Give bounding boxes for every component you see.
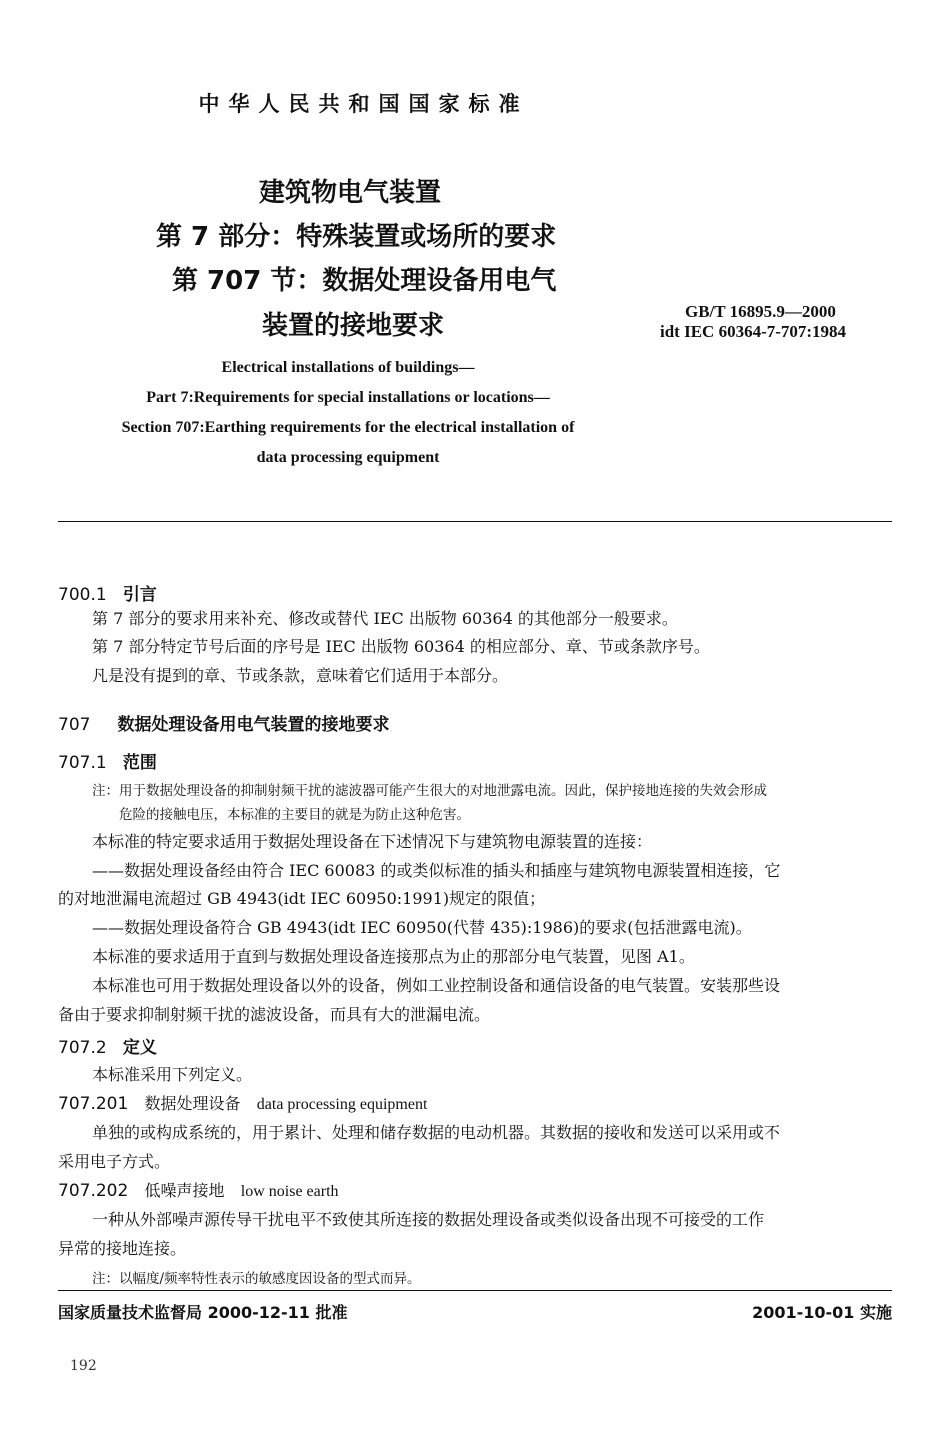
- section-number: 707: [58, 715, 91, 735]
- title-en-line4: data processing equipment: [256, 449, 440, 466]
- footer-divider: [58, 1290, 892, 1291]
- title-en-line3: Section 707:Earthing requirements for the electrical installation of: [121, 419, 575, 436]
- definition-number: 707.202: [58, 1181, 129, 1201]
- paragraph: 本标准的要求适用于直到与数据处理设备连接那点为止的那部分电气装置，见图 A1。: [92, 947, 695, 966]
- definition-number: 707.201: [58, 1094, 129, 1114]
- paragraph: 备由于要求抑制射频干扰的滤波设备，而具有大的泄漏电流。: [58, 1005, 491, 1024]
- title-en-line2: Part 7:Requirements for special installations or locations—: [146, 389, 550, 406]
- section-title: 范围: [122, 753, 157, 773]
- title-cn-line3: 第 707 节：数据处理设备用电气: [172, 266, 557, 296]
- implementation-date: 2001-10-01 实施: [752, 1303, 892, 1322]
- section-title: 引言: [122, 585, 157, 605]
- paragraph: 本标准也可用于数据处理设备以外的设备，例如工业控制设备和通信设备的电气装置。安装那些设: [92, 976, 781, 995]
- term-en: low noise earth: [240, 1183, 339, 1200]
- section-707-1-heading: [58, 748, 157, 773]
- section-title: 数据处理设备用电气装置的接地要求: [117, 715, 390, 735]
- list-item-line: ——数据处理设备经由符合 IEC 60083 的或类似标准的插头和插座与建筑物电源装置相连接，它: [92, 861, 781, 880]
- section-707-heading: [58, 710, 389, 735]
- list-item: ——数据处理设备符合 GB 4943(idt IEC 60950(代替 435):1986)的要求(包括泄露电流)。: [92, 918, 752, 937]
- title-cn-line4: 装置的接地要求: [262, 311, 445, 341]
- paragraph: 第 7 部分的要求用来补充、修改或替代 IEC 出版物 60364 的其他部分一般要求。: [92, 609, 678, 628]
- national-standard-heading: 中华人民共和国国家标准: [198, 92, 529, 116]
- term-cn: 数据处理设备: [144, 1094, 241, 1113]
- paragraph: 本标准采用下列定义。: [92, 1065, 253, 1084]
- definition-707-201-heading: [58, 1091, 427, 1114]
- header-divider: [58, 521, 892, 522]
- list-item-line: 的对地泄漏电流超过 GB 4943(idt IEC 60950:1991)规定的限值；: [58, 889, 546, 908]
- note-line: 注：以幅度/频率特性表示的敏感度因设备的型式而异。: [92, 1271, 421, 1287]
- term-cn: 低噪声接地: [144, 1181, 225, 1200]
- approval-date: 国家质量技术监督局 2000-12-11 批准: [58, 1303, 348, 1322]
- note-line: 注：用于数据处理设备的抑制射频干扰的滤波器可能产生很大的对地泄露电流。因此，保护接地连接的失效会形成: [92, 783, 767, 799]
- definition-text: 一种从外部噪声源传导干扰电平不致使其所连接的数据处理设备或类似设备出现不可接受的工作: [92, 1210, 765, 1229]
- definition-text: 采用电子方式。: [58, 1152, 171, 1171]
- paragraph: 本标准的特定要求适用于数据处理设备在下述情况下与建筑物电源装置的连接：: [92, 832, 653, 851]
- page-number: 192: [70, 1358, 97, 1374]
- note-line: 危险的接触电压，本标准的主要目的就是为防止这种危害。: [119, 807, 470, 823]
- section-number: 707.2: [58, 1038, 107, 1058]
- standard-number-gb: GB/T 16895.9—2000: [685, 302, 836, 321]
- section-707-2-heading: [58, 1033, 157, 1058]
- definition-707-202-heading: [58, 1178, 339, 1201]
- section-number: 707.1: [58, 753, 107, 773]
- paragraph: 第 7 部分特定节号后面的序号是 IEC 出版物 60364 的相应部分、章、节或条款序号。: [92, 637, 710, 656]
- section-700-1-heading: [58, 580, 157, 605]
- title-cn-line1: 建筑物电气装置: [259, 178, 442, 208]
- title-en-line1: Electrical installations of buildings—: [221, 359, 475, 376]
- definition-text: 异常的接地连接。: [58, 1239, 187, 1258]
- title-cn-line2: 第 7 部分：特殊装置或场所的要求: [156, 222, 557, 252]
- standard-number-idt: idt IEC 60364-7-707:1984: [660, 322, 847, 341]
- section-number: 700.1: [58, 585, 107, 605]
- section-title: 定义: [122, 1038, 157, 1058]
- term-en: data processing equipment: [256, 1096, 428, 1113]
- definition-text: 单独的或构成系统的，用于累计、处理和储存数据的电动机器。其数据的接收和发送可以采用或不: [92, 1123, 781, 1142]
- paragraph: 凡是没有提到的章、节或条款，意味着它们适用于本部分。: [92, 666, 509, 685]
